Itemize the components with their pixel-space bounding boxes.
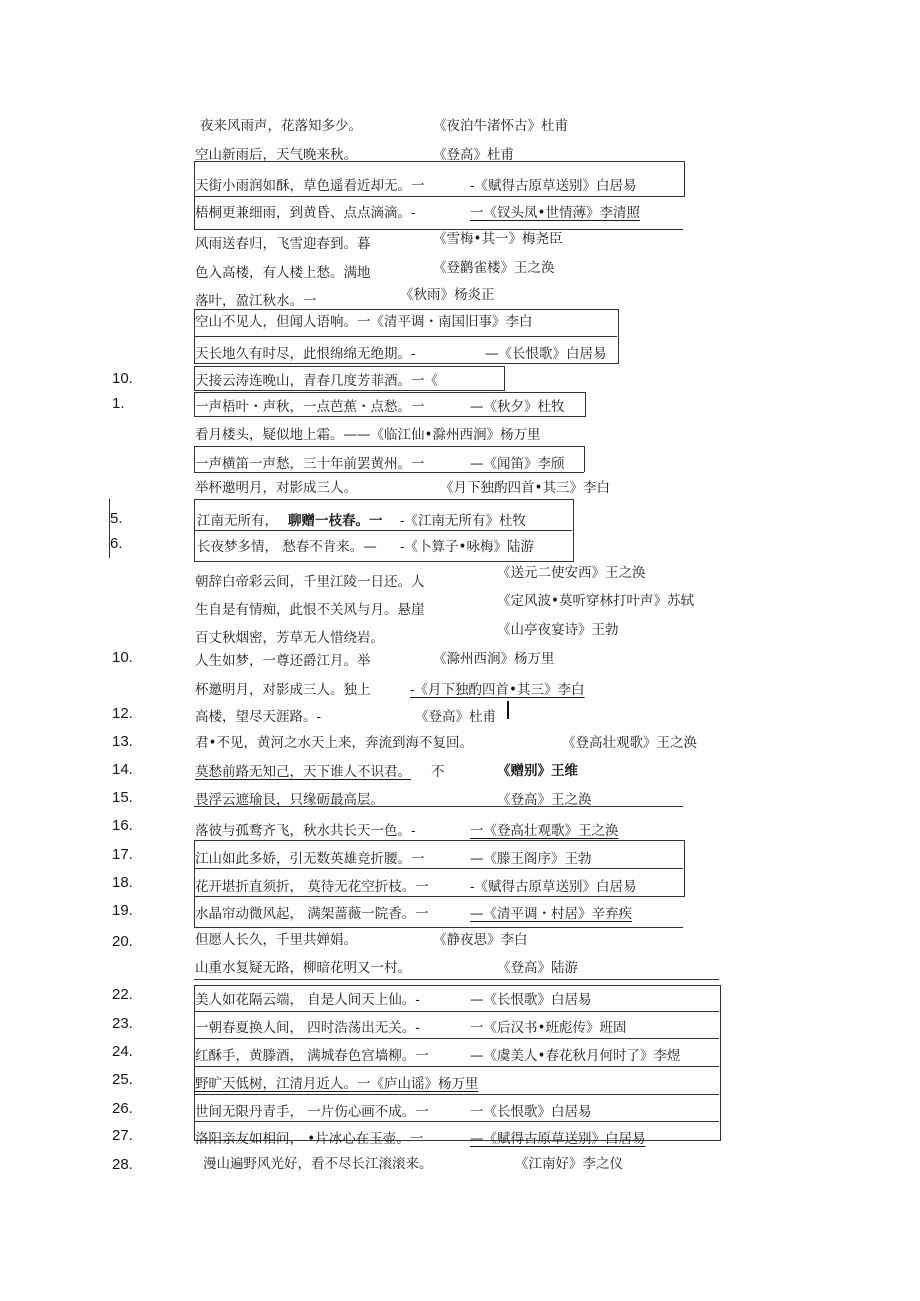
poem-source: 《登高》陆游 bbox=[497, 960, 578, 976]
poem-line: 莫愁前路无知己，天下谁人不识君。 bbox=[195, 764, 411, 780]
poem-line: 野旷天低树，江清月近人。一《庐山谣》杨万里 bbox=[195, 1076, 479, 1092]
poem-line: 落彼与孤鹜齐飞，秋水共长天一色。- bbox=[195, 823, 416, 839]
line-number: 15. bbox=[112, 789, 133, 806]
poem-source: —《闻笛》李颀 bbox=[470, 456, 565, 472]
line-number: 20. bbox=[112, 933, 133, 950]
poem-line: 色入高楼，有人楼上愁。满地 bbox=[195, 265, 371, 281]
poem-line: 杯邀明月，对影成三人。独上 bbox=[195, 682, 371, 698]
poem-line: 天街小雨润如酥，草色遥看近却无。一 bbox=[195, 178, 425, 194]
rule-line bbox=[194, 1011, 719, 1012]
rule-line bbox=[194, 927, 683, 928]
poem-source: -《江南无所有》杜牧 bbox=[400, 513, 527, 529]
poem-line: 山重水复疑无路，柳暗花明又一村。 bbox=[195, 960, 411, 976]
line-number: 26. bbox=[112, 1100, 133, 1117]
poem-line: 空山新雨后，天气晚来秋。 bbox=[195, 147, 357, 163]
rule-line bbox=[194, 1038, 719, 1039]
line-number: 17. bbox=[112, 846, 133, 863]
poem-source: 《登高》杜甫 bbox=[415, 709, 496, 725]
poem-line: 人生如梦，一尊还爵江月。举 bbox=[195, 653, 371, 669]
rule-line bbox=[109, 499, 110, 558]
line-number: 23. bbox=[112, 1015, 133, 1032]
poem-line: 一声横笛一声愁，三十年前罢黄州。一 bbox=[195, 456, 425, 472]
poem-line: 风雨送春归，飞雪迎春到。暮 bbox=[195, 236, 371, 252]
rule-line bbox=[194, 979, 719, 980]
poem-line: 君•不见，黄河之水天上来，奔流到海不复回。 bbox=[195, 735, 473, 751]
poem-line: 举杯邀明月，对影成三人。 bbox=[195, 480, 357, 496]
poem-line: 畏浮云遮瑜艮，只缘砺最高层。 bbox=[195, 792, 384, 808]
poem-source: -《赋得古原草送别》白居易 bbox=[470, 178, 637, 194]
poem-line: 江南无所有， bbox=[197, 513, 278, 529]
rule-line bbox=[194, 868, 683, 869]
poem-source: 一《登高壮观歌》王之涣 bbox=[470, 823, 619, 839]
poem-source: 一《钗头凤•世情薄》李清照 bbox=[470, 205, 640, 221]
poem-line: 红酥手，黄滕酒， 满城春色宫墙柳。一 bbox=[195, 1048, 429, 1064]
poem-line: 百丈秋烟密，芳草无人惜绕岩。 bbox=[195, 630, 384, 646]
poem-source: 《送元二使安西》王之涣 bbox=[497, 565, 646, 581]
poem-line: 生自是有情痴，此恨不关风与月。悬崖 bbox=[195, 602, 425, 618]
poem-line: 天长地久有时尽，此恨绵绵无绝期。- bbox=[195, 346, 416, 362]
line-number: 28. bbox=[112, 1156, 133, 1173]
line-number: 25. bbox=[112, 1071, 133, 1088]
poem-source: 《江南好》李之仪 bbox=[515, 1156, 623, 1172]
poem-line: 看月楼头，疑似地上霜。——《临江仙•滁州西涧》杨万里 bbox=[195, 427, 541, 443]
poem-line: 夜来风雨声，花落知多少。 bbox=[200, 118, 362, 134]
poem-source: —《长恨歌》白居易 bbox=[485, 346, 607, 362]
rule-line bbox=[194, 1066, 719, 1067]
rule-line bbox=[584, 446, 585, 472]
line-number: 16. bbox=[112, 817, 133, 834]
poem-source: 《滁州西涧》杨万里 bbox=[433, 651, 555, 667]
poem-line: 朝辞白帝彩云间，千里江陵一日还。人 bbox=[195, 574, 425, 590]
cursor-bar bbox=[507, 701, 509, 719]
poem-source: 《山亭夜宴诗》王勃 bbox=[497, 622, 619, 638]
poem-line: 水晶帘动微风起， 满架蔷薇一院香。一 bbox=[195, 906, 429, 922]
poem-source: —《滕王阁序》王勃 bbox=[470, 851, 592, 867]
poem-source: 《登高》王之涣 bbox=[497, 792, 592, 808]
poem-source: 《登鹳雀楼》王之涣 bbox=[433, 260, 555, 276]
poem-source: 《月下独酌四首•其三》李白 bbox=[440, 480, 610, 496]
poem-source: -《卜算子•咏梅》陆游 bbox=[400, 539, 535, 555]
line-number: 14. bbox=[112, 761, 133, 778]
line-number: 18. bbox=[112, 874, 133, 891]
poem-line: 世间无限丹青手， 一片伤心画不成。一 bbox=[195, 1104, 429, 1120]
poem-source: 一《长恨歌》白居易 bbox=[470, 1104, 592, 1120]
poem-source: 《登高》杜甫 bbox=[433, 147, 514, 163]
poem-line: 空山不见人，但闻人语响。一《清平调・南国旧事》李白 bbox=[195, 314, 533, 330]
poem-source: 《定风波•莫听穿林打叶声》苏轼 bbox=[497, 593, 694, 609]
poem-source: —《清平调・村居》辛弃疾 bbox=[470, 906, 632, 922]
poem-source: 《赠别》王维 bbox=[497, 763, 578, 779]
line-number: 13. bbox=[112, 733, 133, 750]
poem-source: 《秋雨》杨炎正 bbox=[400, 287, 495, 303]
poem-line-bold: 聊赠一枝春。一 bbox=[288, 513, 383, 529]
poem-source: -《月下独酌四首•其三》李白 bbox=[410, 682, 585, 698]
rule-line bbox=[194, 472, 584, 473]
poem-line-tail: 不 bbox=[431, 764, 445, 780]
poem-source: 《登高壮观歌》王之涣 bbox=[562, 735, 697, 751]
line-number: 5. bbox=[110, 510, 123, 527]
poem-line: 美人如花隔云端， 自是人间天上仙。- bbox=[195, 992, 420, 1008]
poem-source: 《静夜思》李白 bbox=[433, 932, 528, 948]
rule-line bbox=[194, 336, 617, 337]
poem-line: 长夜梦多情， 愁春不肯来。— bbox=[197, 539, 377, 555]
poem-source: —《长恨歌》白居易 bbox=[470, 992, 592, 1008]
poem-line: 梧桐更兼细雨，到黄昏、点点滴滴。- bbox=[195, 205, 416, 221]
line-number: 27. bbox=[112, 1127, 133, 1144]
poem-line: 江山如此多娇，引无数英雄竞折腰。一 bbox=[195, 851, 425, 867]
rule-line bbox=[194, 1121, 719, 1122]
poem-line: 洛阳亲友如相问， •片冰心在玉壶。一 bbox=[195, 1131, 424, 1147]
line-number: 6. bbox=[110, 535, 123, 552]
poem-line: 漫山遍野风光好，看不尽长江滚滚来。 bbox=[203, 1156, 433, 1172]
poem-source: 《雪梅•其一》梅尧臣 bbox=[433, 231, 563, 247]
poem-source: —《秋夕》杜牧 bbox=[470, 399, 565, 415]
line-number: 1. bbox=[112, 395, 125, 412]
poem-line: 一朝春夏换人间， 四时浩荡出无关。- bbox=[195, 1020, 420, 1036]
poem-source: 一《后汉书•班彪传》班固 bbox=[470, 1020, 627, 1036]
line-number: 10. bbox=[112, 649, 133, 666]
rule-line bbox=[194, 530, 572, 531]
line-number: 24. bbox=[112, 1043, 133, 1060]
poem-source: —《赋得古原草送别》白居易 bbox=[470, 1131, 646, 1147]
line-number: 12. bbox=[112, 705, 133, 722]
line-number: 19. bbox=[112, 902, 133, 919]
poem-source: -《赋得古原草送别》白居易 bbox=[470, 879, 637, 895]
line-number: 22. bbox=[112, 986, 133, 1003]
rule-line bbox=[194, 1094, 719, 1095]
rule-line bbox=[194, 446, 584, 447]
poem-line: 一声梧叶・声秋，一点芭蕉・点愁。一 bbox=[195, 399, 425, 415]
poem-source: —《虞美人•春花秋月何时了》李煜 bbox=[470, 1048, 681, 1064]
rule-line bbox=[194, 229, 683, 230]
poem-line: 天接云涛连晚山，青春几度芳菲酒。一《 bbox=[195, 373, 438, 389]
poem-line: 但愿人长久，千里共婵娟。 bbox=[195, 932, 357, 948]
poem-line: 花开堪折直须折， 莫待无花空折枝。一 bbox=[195, 879, 429, 895]
poem-line: 落叶，盈江秋水。一 bbox=[195, 293, 317, 309]
poem-source: 《夜泊牛渚怀古》杜甫 bbox=[433, 118, 568, 134]
poem-line: 高楼，望尽天涯路。- bbox=[195, 709, 322, 725]
line-number: 10. bbox=[112, 370, 133, 387]
